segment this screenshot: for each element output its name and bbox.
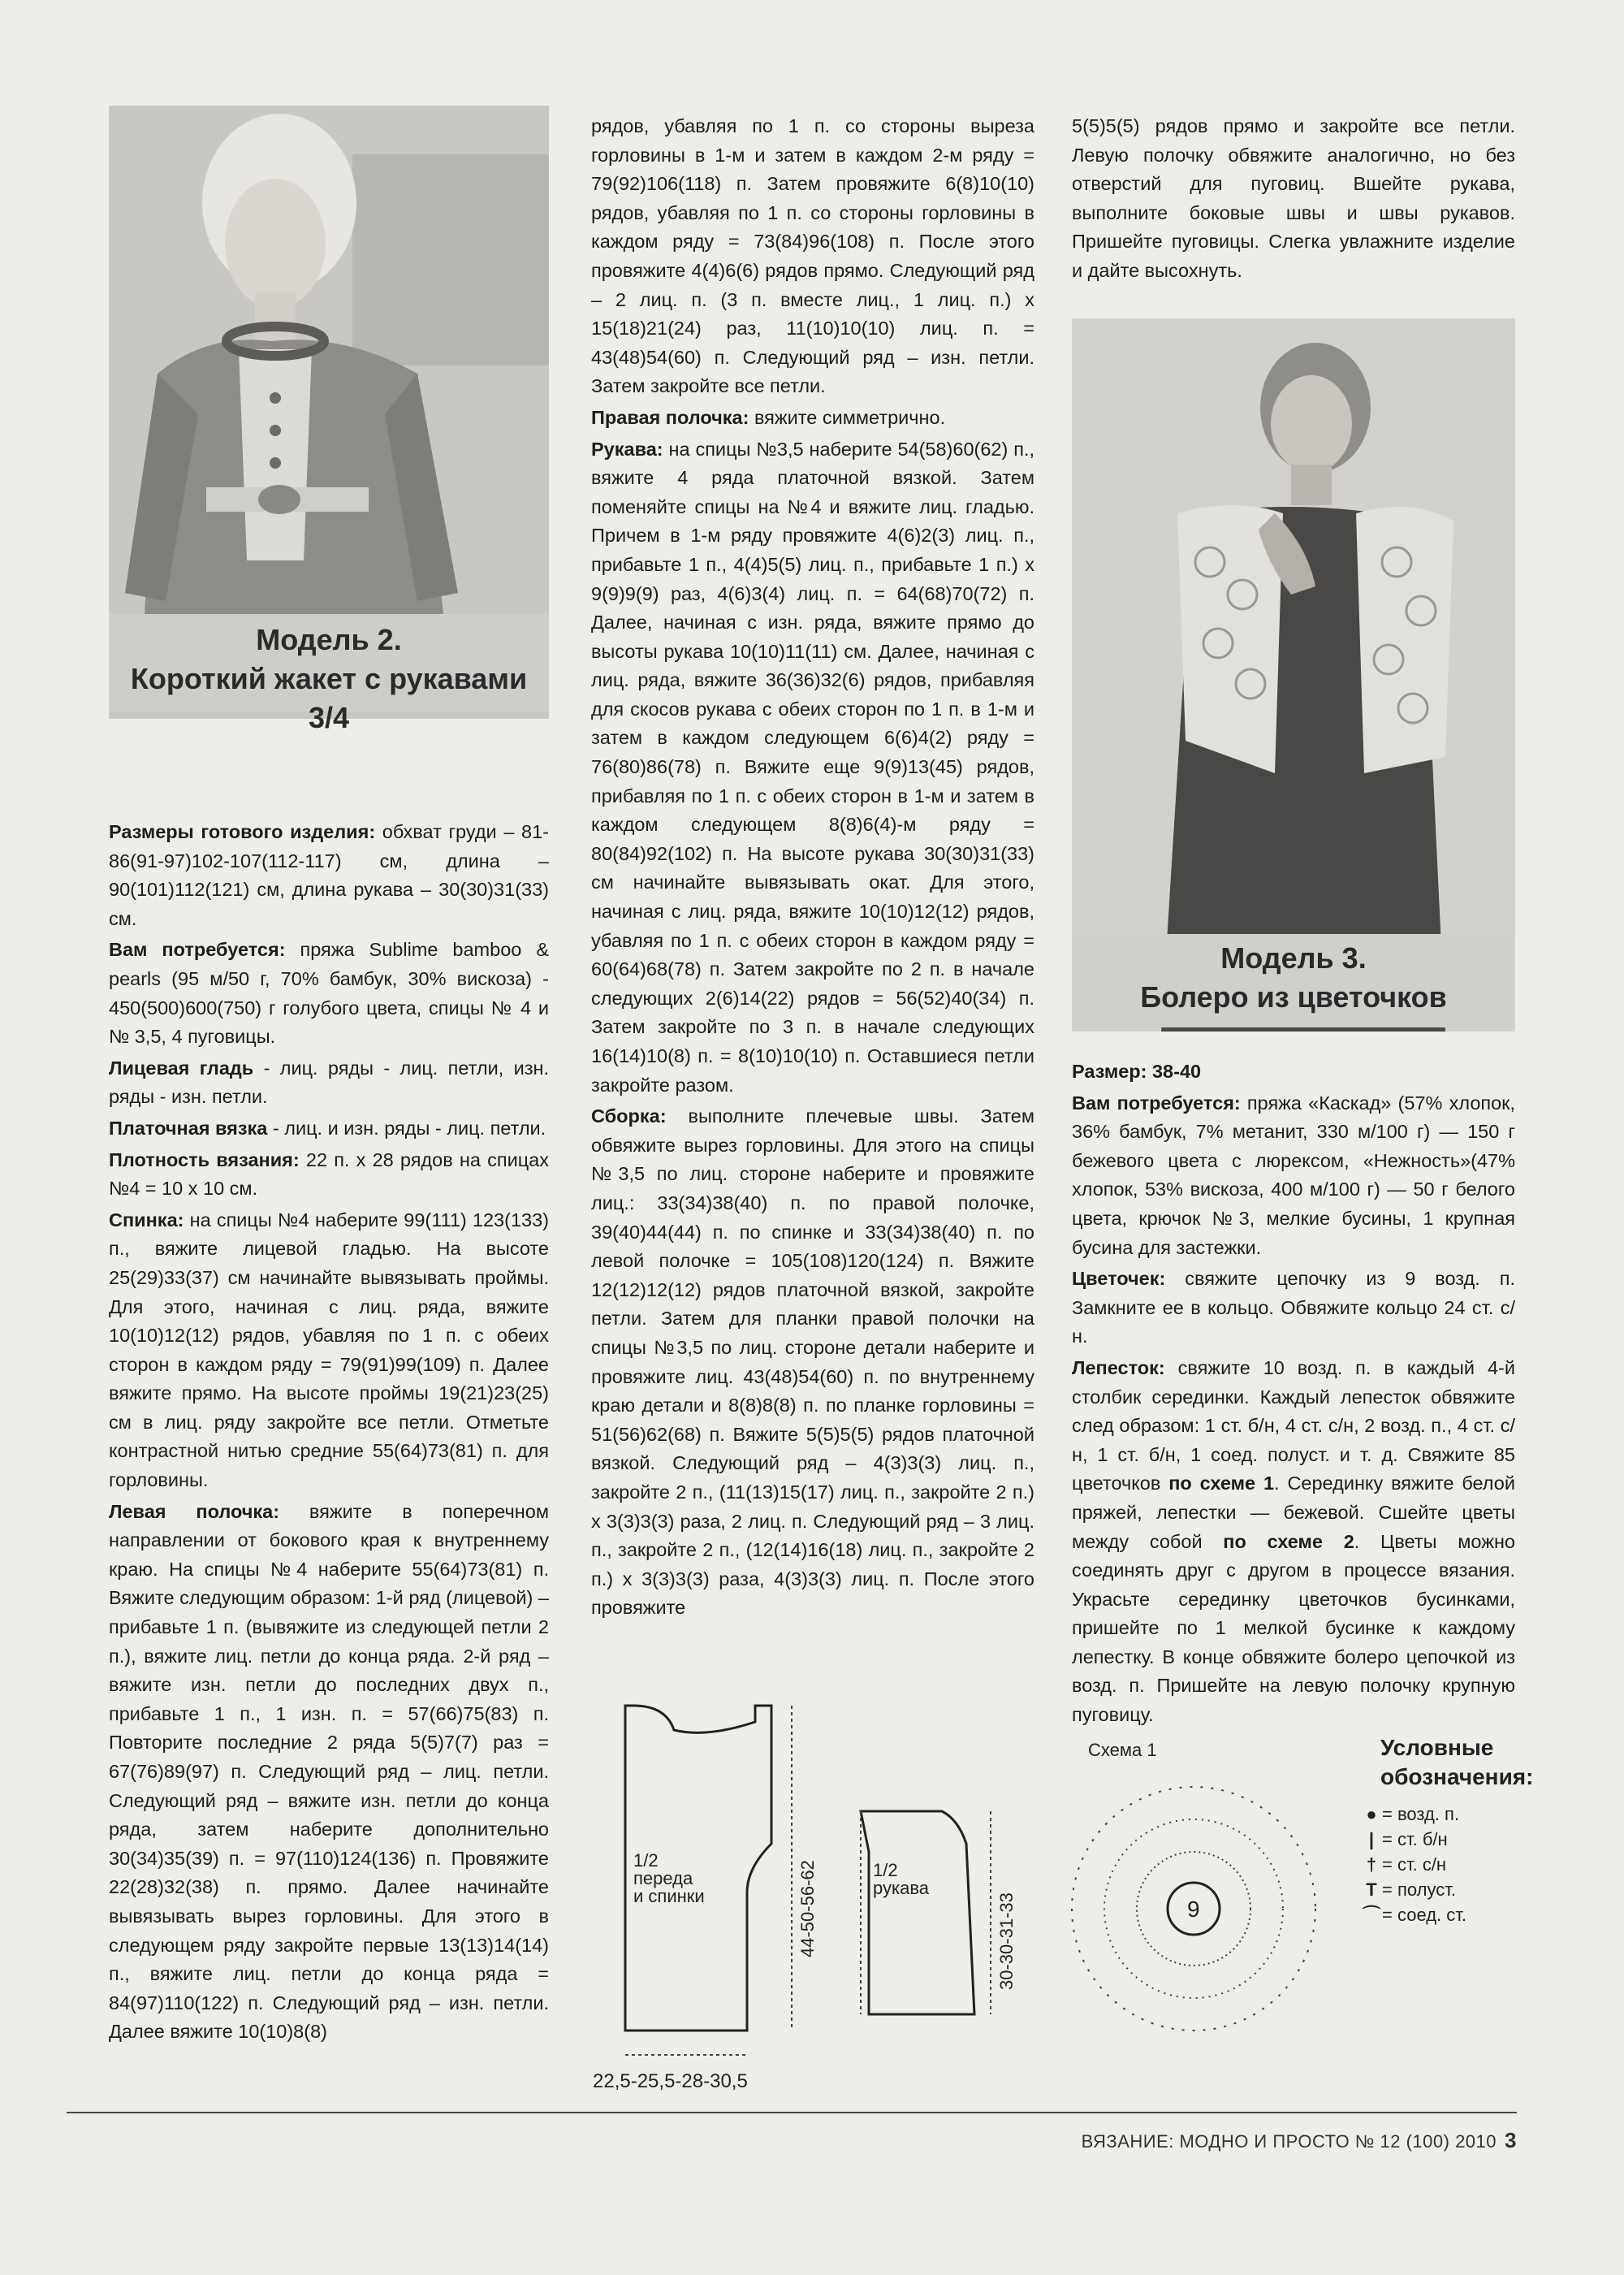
text: пряжа Sublime bamboo & pearls (95 м/50 г, 70% бамбук, 30% вискоза) - 450(500)600(750) г голубого цвета, спицы № 4 и № 3,5, 4 пуговицы. (109, 939, 549, 1048)
legend-item-label: = возд. п. (1382, 1804, 1460, 1824)
legend-item-label: = ст. с/н (1382, 1854, 1447, 1875)
text-column-3-bottom (1072, 1057, 1515, 1732)
label: Сборка: (591, 1105, 667, 1127)
text: свяжите 10 возд. п. в каждый 4-й столбик серединки. Каждый лепесток обвяжите след образом: 1 ст. б/н, 4 ст. с/н, 2 возд. п., 4 ст. с/н, 1 ст. б/н, 1 соед. полуст. и т. д. Свяжите 85 цветочков (1072, 1356, 1515, 1494)
text: - лиц. и изн. ряды - лиц. петли. (267, 1117, 546, 1139)
sleeve-height-label: 30-30-31-33 (996, 1892, 1017, 1990)
center-label: 9 (1187, 1897, 1200, 1922)
height-label: 44-50-56-62 (797, 1860, 818, 1957)
sleeve-label-1: 1/2 (873, 1860, 898, 1880)
paragraph (591, 112, 1034, 401)
chain-stitch-icon: ● (1366, 1804, 1377, 1824)
label: Правая полочка: (591, 406, 749, 428)
text: - лиц. ряды - лиц. петли, изн. ряды - изн. петли. (109, 1057, 549, 1108)
paragraph (109, 936, 549, 1051)
label: Лепесток: (1072, 1356, 1165, 1378)
scheme1-diagram (1047, 1730, 1356, 2055)
label: Платочная вязка (109, 1117, 268, 1139)
legend-item-label: = соед. ст. (1382, 1905, 1467, 1925)
double-crochet-icon: † (1366, 1854, 1377, 1875)
legend-title (1380, 1733, 1543, 1792)
text: 22 п. х 28 рядов на спицах №4 = 10 х 10 см. (109, 1148, 549, 1200)
text: пряжа «Каскад» (57% хлопок, 36% бамбук, 7% метанит, 330 м/100 г) — 150 г бежевого цвета с люрексом, «Нежность»(47% хлопок, 53% вискоза, 400 м/100 г) — 50 г белого цвета, крючок №3, мелкие бусины, 1 крупная бусина для застежки. (1072, 1092, 1515, 1258)
label: Вам потребуется: (109, 939, 286, 961)
paragraph (109, 1114, 549, 1144)
paragraph (1072, 112, 1515, 286)
label: Плотность вязания: (109, 1148, 300, 1170)
model3-subtitle: Болеро из цветочков (1140, 980, 1447, 1014)
legend-title-line-2: обозначения: (1380, 1764, 1534, 1789)
model3-photo (1072, 318, 1515, 1032)
model2-subtitle: Короткий жакет с рукавами 3/4 (130, 662, 528, 734)
text: на спицы №3,5 наберите 54(58)60(62) п., вяжите 4 ряда платочной вязкой. Затем поменяйте спицы на №4 и вяжите лиц. гладью. Причем в 1-м ряду провяжите 4(6)2(3) лиц. п., прибавьте 1 п., 4(4)5(5) лиц. п., прибавьте 1 п.) х 9(9)9(9) раз, 4(6)3(4) лиц. п. = 64(68)70(72) п. Далее, начиная с изн. ряда, вяжите прямо до высоты рукава 10(10)11(11) см. Далее, начиная с лиц. ряда, вяжите 36(36)32(6) рядов, прибавляя для скосов рукава с обеих сторон по 1 п. в 1-м и затем в каждом следующем 6(6)4(2) ряду = 76(80)86(78) п. Вяжите еще 9(9)13(45) рядов, прибавляя по 1 п. с обеих сторон в 1-м и затем в каждом следующем 8(8)6(4)-м ряду = 80(84)92(102) п. На высоте рукава 30(30)31(33) см начинайте вывязывать окат. Для этого, начиная с лиц. ряда, вяжите 10(10)12(12) рядов, убавляя по 1 п. с обеих сторон в каждом ряду = 60(64)68(78) п. Затем закройте по 2 п. в начале следующих 2(6)14(22) рядов = 56(52)40(34) п. Затем закройте по 3 п. в начале следующих 16(14)10(8) п. = 8(10)10(10) п. Оставшиеся петли закройте разом. (591, 438, 1034, 1096)
front-back-label-1: 1/2 (633, 1850, 659, 1871)
label: Спинка: (109, 1209, 184, 1230)
label: по схеме 1 (1168, 1473, 1275, 1494)
paragraph (1072, 1089, 1515, 1263)
paragraph (591, 1102, 1034, 1623)
text: 5(5)5(5) рядов прямо и закройте все петли. Левую полочку обвяжите аналогично, но без отверстий для пуговиц. Вшейте рукава, выполните боковые швы и швы рукавов. Пришейте пуговицы. Слегка увлажните изделие и дайте высохнуть. (1072, 115, 1515, 281)
label: Размеры готового изделия: (109, 821, 376, 842)
text: свяжите цепочку из 9 возд. п. Замкните ее в кольцо. Обвяжите кольцо 24 ст. с/н. (1072, 1268, 1515, 1347)
paragraph (1072, 1265, 1515, 1352)
legend-item (1361, 1877, 1540, 1902)
paragraph (591, 435, 1034, 1101)
front-back-label-2: переда (633, 1868, 693, 1888)
pattern-schematic (585, 1689, 1039, 2096)
text: вяжите симметрично. (749, 406, 946, 428)
footer-rule (67, 2112, 1517, 2113)
legend (1361, 1801, 1540, 1927)
text: . Цветы можно соединять друг с другом в процессе вязания. Украсьте серединку цветочков бусинками, пришейте по 1 мелкой бусинке к каждому лепестку. В конце обвяжите болеро цепочкой из возд. п. Пришейте на левую полочку крупную пуговицу. (1072, 1530, 1515, 1726)
width-label: 22,5-25,5-28-30,5 (593, 2070, 748, 2092)
text: на спицы №4 наберите 99(111) 123(133) п., вяжите лицевой гладью. На высоте 25(29)33(37) см начинайте вывязывать проймы. Для этого, начиная с лиц. ряда, вяжите 10(10)12(12) рядов, убавляя по 1 п. с обеих сторон в каждом ряду = 79(91)99(109) п. Далее вяжите прямо. На высоте проймы 19(21)23(25) см в лиц. ряду закройте все петли. Отметьте контрастной нитью средние 55(64)73(81) п. для горловины. (109, 1209, 549, 1491)
model3-caption (1072, 934, 1515, 1027)
legend-title-line-1: Условные (1380, 1735, 1494, 1760)
page-number: 3 (1505, 2128, 1517, 2152)
legend-item-label: = ст. б/н (1382, 1829, 1448, 1849)
paragraph (1072, 1057, 1515, 1087)
model2-caption (109, 614, 549, 734)
label: Размер: 38-40 (1072, 1061, 1202, 1082)
front-back-label-3: и спинки (633, 1886, 705, 1906)
label: по схеме 2 (1223, 1530, 1354, 1552)
label: Цветочек: (1072, 1268, 1166, 1290)
model2-title: Модель 2. (256, 623, 402, 656)
paragraph (109, 1146, 549, 1204)
text-column-3 (1072, 112, 1515, 288)
paragraph (1072, 1354, 1515, 1730)
text: обхват груди – 81-86(91-97)102-107(112-117) см, длина – 90(101)112(121) см, длина рукава – 30(30)31(33) см. (109, 821, 550, 929)
paragraph (109, 1206, 549, 1495)
paragraph (591, 404, 1034, 433)
text-column-1 (109, 818, 549, 2049)
model3-title: Модель 3. (1220, 941, 1367, 975)
text: выполните плечевые швы. Затем обвяжите вырез горловины. Для этого на спицы №3,5 по лиц. стороне наберите и провяжите лиц.: 33(34)38(40) п. по правой полочке, 39(40)44(44) п. по спинке и 33(34)38(40) п. по левой полочке = 105(108)120(124) п. Вяжите 12(12)12(12) рядов платочной вязкой, закройте петли. Затем для планки правой полочки на спицы №3,5 по лиц. стороне детали наберите и провяжите лиц. 43(48)54(60) п. по внутреннему краю детали и 8(8)8(8) п. по планке горловины = 51(56)62(68) п. Вяжите 5(5)5(5) рядов платочной вязкой. Следующий ряд – 4(3)3(3) лиц. п., закройте 2 п., (11(13)15(17) лиц. п., закройте 2 п.) х 3(3)3(3) раза, 2 лиц. п. Следующий ряд – 3 лиц. п., закройте 2 п., (12(14)16(18) лиц. п., закройте 2 п.) х 3(3)3(3) раза, 4(3)3(3) лиц. п. После этого провяжите (591, 1105, 1034, 1619)
label: Вам потребуется: (1072, 1092, 1241, 1114)
sleeve-label-2: рукава (873, 1878, 930, 1898)
footer-text: ВЯЗАНИЕ: МОДНО И ПРОСТО № 12 (100) 2010 (1081, 2131, 1497, 2152)
legend-item (1361, 1801, 1540, 1827)
single-crochet-icon: | (1368, 1829, 1375, 1849)
text-column-2 (591, 112, 1034, 1625)
label: Левая полочка: (109, 1500, 280, 1522)
paragraph (109, 818, 549, 933)
legend-item-label: = полуст. (1382, 1879, 1456, 1900)
legend-item (1361, 1902, 1540, 1927)
label: Рукава: (591, 438, 663, 460)
label: Лицевая гладь (109, 1057, 254, 1079)
sleeve-outline (861, 1811, 974, 2014)
text: рядов, убавляя по 1 п. со стороны выреза горловины в 1-м и затем в каждом 2-м ряду = 79(92)106(118) п. Затем провяжите 6(8)10(10) рядов, убавляя по 1 п. со стороны горловины в каждом ряду = 73(84)96(108) п. После этого провяжите 4(4)6(6) рядов прямо. Следующий ряд – 2 лиц. п. (3 п. вместе лиц., 1 лиц. п.) х 15(18)21(24) раз, 11(10)10(10) лиц. п. = 43(48)54(60) п. Следующий ряд – изн. петли. Затем закройте все петли. (591, 115, 1034, 397)
paragraph (109, 1498, 549, 2047)
scheme1-title: Схема 1 (1088, 1740, 1157, 1760)
legend-item (1361, 1827, 1540, 1852)
paragraph (109, 1054, 549, 1112)
slip-stitch-icon: ⌒ (1362, 1905, 1380, 1925)
text: . Серединку вяжите белой пряжей, лепестки — бежевой. Сшейте цветы между собой (1072, 1473, 1515, 1552)
footer (1030, 2128, 1517, 2153)
legend-item (1361, 1852, 1540, 1877)
text: вяжите в поперечном направлении от бокового края к внутреннему краю. На спицы №4 наберите 55(64)73(81) п. Вяжите следующим образом: 1-й ряд (лицевой) – прибавьте 1 п. (вывяжите из следующей петли 2 п.), вяжите лиц. петли до конца ряда. 2-й ряд – вяжите изн. петли до последних двух п., прибавьте 1 п., 1 изн. п. = 57(66)75(83) п. Повторите последние 2 ряда 5(5)7(7) раз = 67(76)89(97) п. Следующий ряд – лиц. петли. Следующий ряд – вяжите изн. петли до конца ряда, затем наберите дополнительно 30(34)35(39) п. = 97(110)124(136) п. Провяжите 22(28)32(38) п. прямо. Далее начинайте вывязывать вырез горловины. Для этого в следующем ряду закройте первые 13(13)14(14) п., вяжите лиц. петли до конца ряда = 84(97)110(122) п. Следующий ряд – изн. петли. Далее вяжите 10(10)8(8) (109, 1500, 549, 2043)
half-double-crochet-icon: T (1366, 1879, 1377, 1900)
